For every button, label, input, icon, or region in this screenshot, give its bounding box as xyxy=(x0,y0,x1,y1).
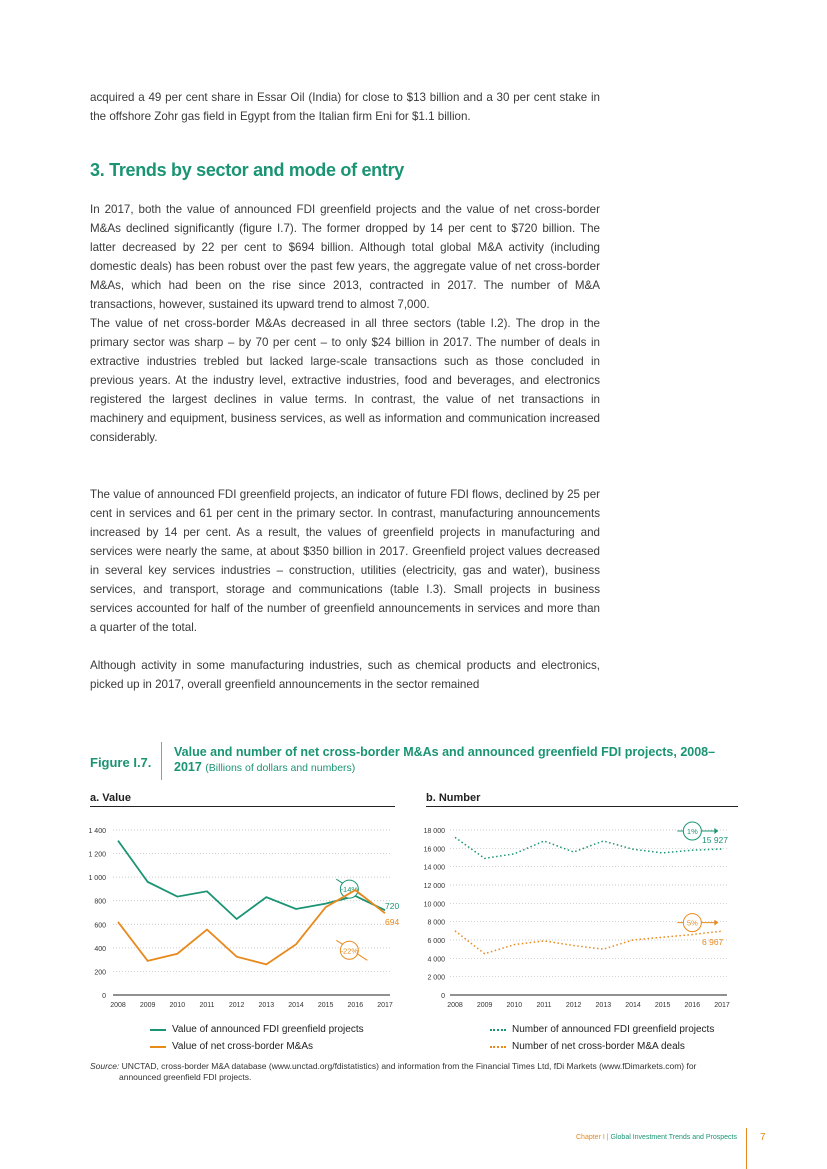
figure-label: Figure I.7. xyxy=(90,755,152,770)
y-tick-label: 1 200 xyxy=(88,851,106,859)
x-tick-label: 2008 xyxy=(110,1002,126,1009)
panel-b-title: b. Number xyxy=(426,792,738,807)
page-footer: Chapter I | Global Investment Trends and Prospects xyxy=(576,1134,737,1141)
x-tick-label: 2016 xyxy=(684,1002,701,1009)
x-tick-label: 2011 xyxy=(536,1002,552,1009)
y-tick-label: 800 xyxy=(94,898,106,906)
figure-source xyxy=(90,1061,740,1083)
x-tick-label: 2015 xyxy=(654,1002,671,1009)
change-label: -14% xyxy=(340,885,359,895)
panel-a-title: a. Value xyxy=(90,792,395,807)
series-line-ma xyxy=(455,931,722,954)
y-tick-label: 1 400 xyxy=(88,828,106,835)
arrow-head-icon xyxy=(714,828,718,834)
y-tick-label: 14 000 xyxy=(423,864,445,872)
change-label: -22% xyxy=(340,946,359,956)
legend-item xyxy=(150,1024,364,1035)
x-tick-label: 2016 xyxy=(347,1002,364,1009)
x-tick-label: 2012 xyxy=(228,1002,245,1009)
figure-title-text: Value and number of net cross-border M&As and announced greenfield FDI projects, 2008–2017 xyxy=(174,745,716,774)
section-title: 3. Trends by sector and mode of entry xyxy=(90,160,404,180)
x-tick-label: 2009 xyxy=(139,1002,156,1009)
source-label: Source: xyxy=(90,1061,120,1071)
y-tick-label: 0 xyxy=(441,993,445,1000)
x-tick-label: 2009 xyxy=(476,1002,493,1009)
legend-label: Value of net cross-border M&As xyxy=(172,1041,313,1052)
footer-chapter: Chapter I xyxy=(576,1134,605,1141)
x-tick-label: 2017 xyxy=(714,1002,730,1009)
chart-value xyxy=(85,815,405,1015)
y-tick-label: 0 xyxy=(102,993,106,1000)
y-tick-label: 16 000 xyxy=(423,846,445,854)
paragraph: acquired a 49 per cent share in Essar Oil (India) for close to $13 billion and a 30 per cent stake in the offshore Zohr gas field in Egypt from the Italian firm Eni for $1.1 billion. xyxy=(90,91,600,123)
x-tick-label: 2013 xyxy=(595,1002,612,1009)
y-tick-label: 18 000 xyxy=(423,828,445,835)
series-line-greenfield xyxy=(118,841,385,919)
x-tick-label: 2010 xyxy=(506,1002,523,1009)
y-tick-label: 12 000 xyxy=(423,883,445,890)
y-tick-label: 400 xyxy=(94,945,106,953)
arrow-head-icon xyxy=(714,920,718,926)
legend-label: Number of net cross-border M&A deals xyxy=(512,1041,685,1052)
figure-subtitle: (Billions of dollars and numbers) xyxy=(205,762,356,774)
x-tick-label: 2011 xyxy=(199,1002,215,1009)
x-tick-label: 2014 xyxy=(625,1002,641,1009)
page-number: 7 xyxy=(760,1132,766,1143)
chart-number xyxy=(415,815,745,1015)
end-value-label: 694 xyxy=(385,917,400,928)
end-value-label: 6 967 xyxy=(702,937,724,948)
legend-item xyxy=(490,1024,714,1035)
x-tick-label: 2013 xyxy=(258,1002,275,1009)
y-tick-label: 4 000 xyxy=(427,956,445,964)
y-tick-label: 6 000 xyxy=(427,938,445,945)
y-tick-label: 200 xyxy=(94,969,106,977)
x-tick-label: 2010 xyxy=(169,1002,186,1009)
change-label: 1% xyxy=(686,827,698,836)
end-value-label: 720 xyxy=(385,901,400,912)
source-text: UNCTAD, cross-border M&A database (www.unctad.org/fdistatistics) and information from the Financial Times Ltd, fDi Markets (www.fDimarkets.com) for announced greenfield FDI projects. xyxy=(119,1061,697,1082)
change-label: 5% xyxy=(686,918,698,928)
x-tick-label: 2008 xyxy=(447,1002,463,1009)
x-tick-label: 2014 xyxy=(288,1002,304,1009)
y-tick-label: 10 000 xyxy=(423,901,445,909)
y-tick-label: 2 000 xyxy=(427,974,445,982)
y-tick-label: 1 000 xyxy=(88,875,106,883)
paragraph: The value of net cross-border M&As decreased in all three sectors (table I.2). The drop in the primary sector was sharp – by 70 per cent – to only $24 billion in 2017. The number of deals in extractive industries trebled but lacked large-scale transactions such as those concluded in previous years. At the industry level, extractive industries, food and beverages, and electronics registered the largest declines in value terms. In contrast, the value of net transactions in machinery and equipment, business services, as well as information and communication increased considerably. xyxy=(90,317,600,444)
paragraph: The value of announced FDI greenfield projects, an indicator of future FDI flows, declined by 25 per cent in services and 61 per cent in the primary sector. In contrast, manufacturing announcements increased by 14 per cent. As a result, the values of greenfield projects in manufacturing and services were nearly the same, at about $350 billion in 2017. Greenfield project values decreased in several key services industries – construction, utilities (electricity, gas and water), business services, and transport, storage and communications (table I.3). Small projects in business services accounted for half of the number of greenfield announcements in services and more than a quarter of the total. xyxy=(90,488,600,634)
x-tick-label: 2012 xyxy=(565,1002,582,1009)
x-tick-label: 2015 xyxy=(317,1002,334,1009)
figure-divider xyxy=(161,742,162,780)
y-tick-label: 600 xyxy=(94,922,106,930)
series-line-greenfield xyxy=(455,837,722,858)
legend-item xyxy=(490,1041,685,1052)
y-tick-label: 8 000 xyxy=(427,919,445,927)
footer-divider xyxy=(746,1128,747,1169)
end-value-label: 15 927 xyxy=(702,835,728,846)
legend-label: Number of announced FDI greenfield projects xyxy=(512,1024,715,1035)
paragraph: Although activity in some manufacturing industries, such as chemical products and electronics, picked up in 2017, overall greenfield announcements in the sector remained xyxy=(90,659,600,691)
x-tick-label: 2017 xyxy=(377,1002,393,1009)
figure-title xyxy=(174,745,734,776)
footer-title: Global Investment Trends and Prospects xyxy=(610,1134,737,1141)
legend-label: Value of announced FDI greenfield projects xyxy=(172,1024,364,1035)
paragraph: In 2017, both the value of announced FDI greenfield projects and the value of net cross-border M&As declined significantly (figure I.7). The former dropped by 14 per cent to $720 billion. The latter decreased by 22 per cent to $694 billion. Although total global M&A activity (including domestic deals) has been robust over the past few years, the aggregate value of net cross-border M&As, which had been on the rise since 2013, contracted in 2017. The number of M&A transactions, however, sustained its upward trend to almost 7,000. xyxy=(90,203,600,311)
legend-item xyxy=(150,1041,313,1052)
